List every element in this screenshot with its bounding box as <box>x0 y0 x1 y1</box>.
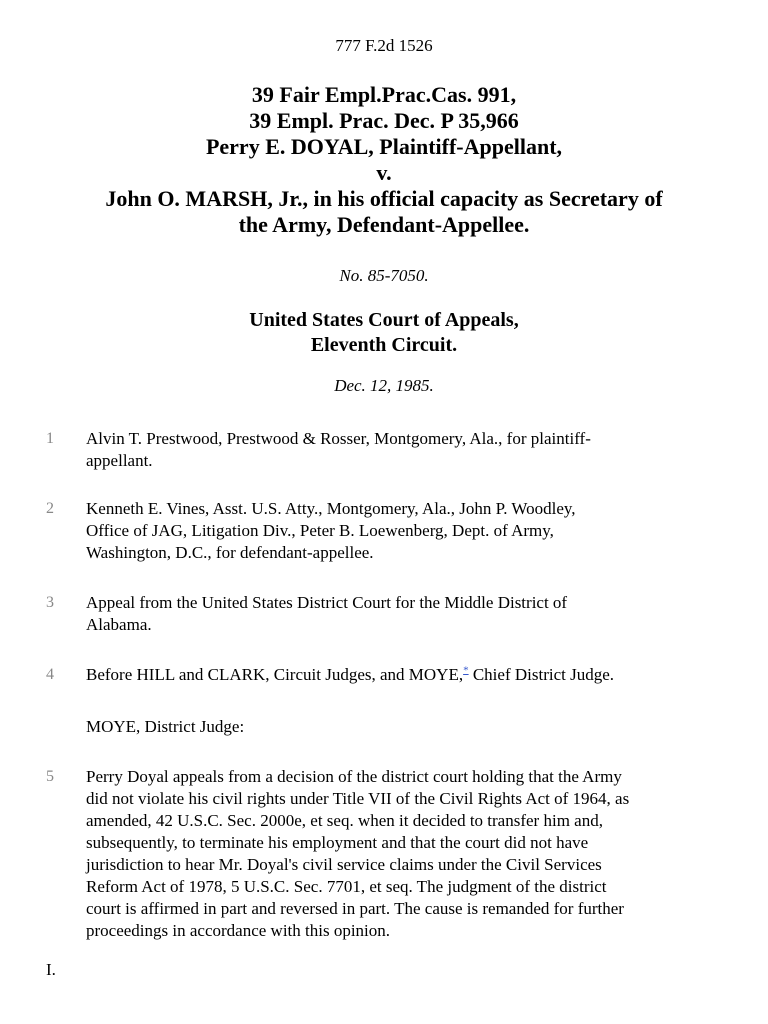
docket-number: No. 85-7050. <box>339 266 429 285</box>
text-line: Appeal from the United States District Court for the Middle District of <box>86 593 568 612</box>
case-caption <box>40 82 728 238</box>
text-line: Alvin T. Prestwood, Prestwood & Rosser, Montgomery, Ala., for plaintiff- <box>86 429 591 448</box>
caption-line: the Army, Defendant-Appellee. <box>238 212 530 237</box>
decision-date: Dec. 12, 1985. <box>334 376 434 395</box>
text-line: Reform Act of 1978, 5 U.S.C. Sec. 7701, et seq. The judgment of the district <box>86 877 607 896</box>
text-line: amended, 42 U.S.C. Sec. 2000e, et seq. when it decided to transfer him and, <box>86 811 603 830</box>
paragraph-text <box>86 664 716 686</box>
reporter-citation: 777 F.2d 1526 <box>335 36 433 55</box>
caption-line: v. <box>376 160 392 185</box>
paragraph-text <box>86 592 716 636</box>
panel-text: Before HILL and CLARK, Circuit Judges, and MOYE, <box>86 665 464 684</box>
text-line: proceedings in accordance with this opinion. <box>86 921 391 940</box>
text-line: Office of JAG, Litigation Div., Peter B. Loewenberg, Dept. of Army, <box>86 521 554 540</box>
text-line: Kenneth E. Vines, Asst. U.S. Atty., Montgomery, Ala., John P. Woodley, <box>86 499 576 518</box>
text-line: jurisdiction to hear Mr. Doyal's civil service claims under the Civil Services <box>86 855 602 874</box>
court-line: United States Court of Appeals, <box>249 309 519 331</box>
text-line: Alabama. <box>86 615 152 634</box>
paragraph-text <box>86 498 716 564</box>
text-line: court is affirmed in part and reversed in part. The cause is remanded for further <box>86 899 624 918</box>
paragraph-text <box>86 766 716 942</box>
caption-line: 39 Empl. Prac. Dec. P 35,966 <box>249 108 519 133</box>
paragraph-number: 2 <box>46 500 54 517</box>
text-line: subsequently, to terminate his employment and that the court did not have <box>86 833 589 852</box>
section-heading: I. <box>46 960 56 979</box>
court-line: Eleventh Circuit. <box>310 334 458 356</box>
paragraph-number: 5 <box>46 768 54 785</box>
paragraph-number: 3 <box>46 594 54 611</box>
text-line: Perry Doyal appeals from a decision of the district court holding that the Army <box>86 767 622 786</box>
text-line: appellant. <box>86 451 153 470</box>
author-line: MOYE, District Judge: <box>86 717 245 736</box>
panel-text-end: Chief District Judge. <box>468 665 615 684</box>
footnote-link[interactable]: * <box>463 664 469 677</box>
text-line: did not violate his civil rights under Title VII of the Civil Rights Act of 1964, as <box>86 789 630 808</box>
caption-line: 39 Fair Empl.Prac.Cas. 991, <box>251 82 517 107</box>
text-line: Washington, D.C., for defendant-appellee. <box>86 543 374 562</box>
caption-line: Perry E. DOYAL, Plaintiff-Appellant, <box>205 134 563 159</box>
paragraph-text <box>86 428 716 472</box>
caption-line: John O. MARSH, Jr., in his official capacity as Secretary of <box>105 186 663 211</box>
court-name <box>0 308 768 358</box>
paragraph-number: 4 <box>46 666 54 683</box>
paragraph-number: 1 <box>46 430 54 447</box>
